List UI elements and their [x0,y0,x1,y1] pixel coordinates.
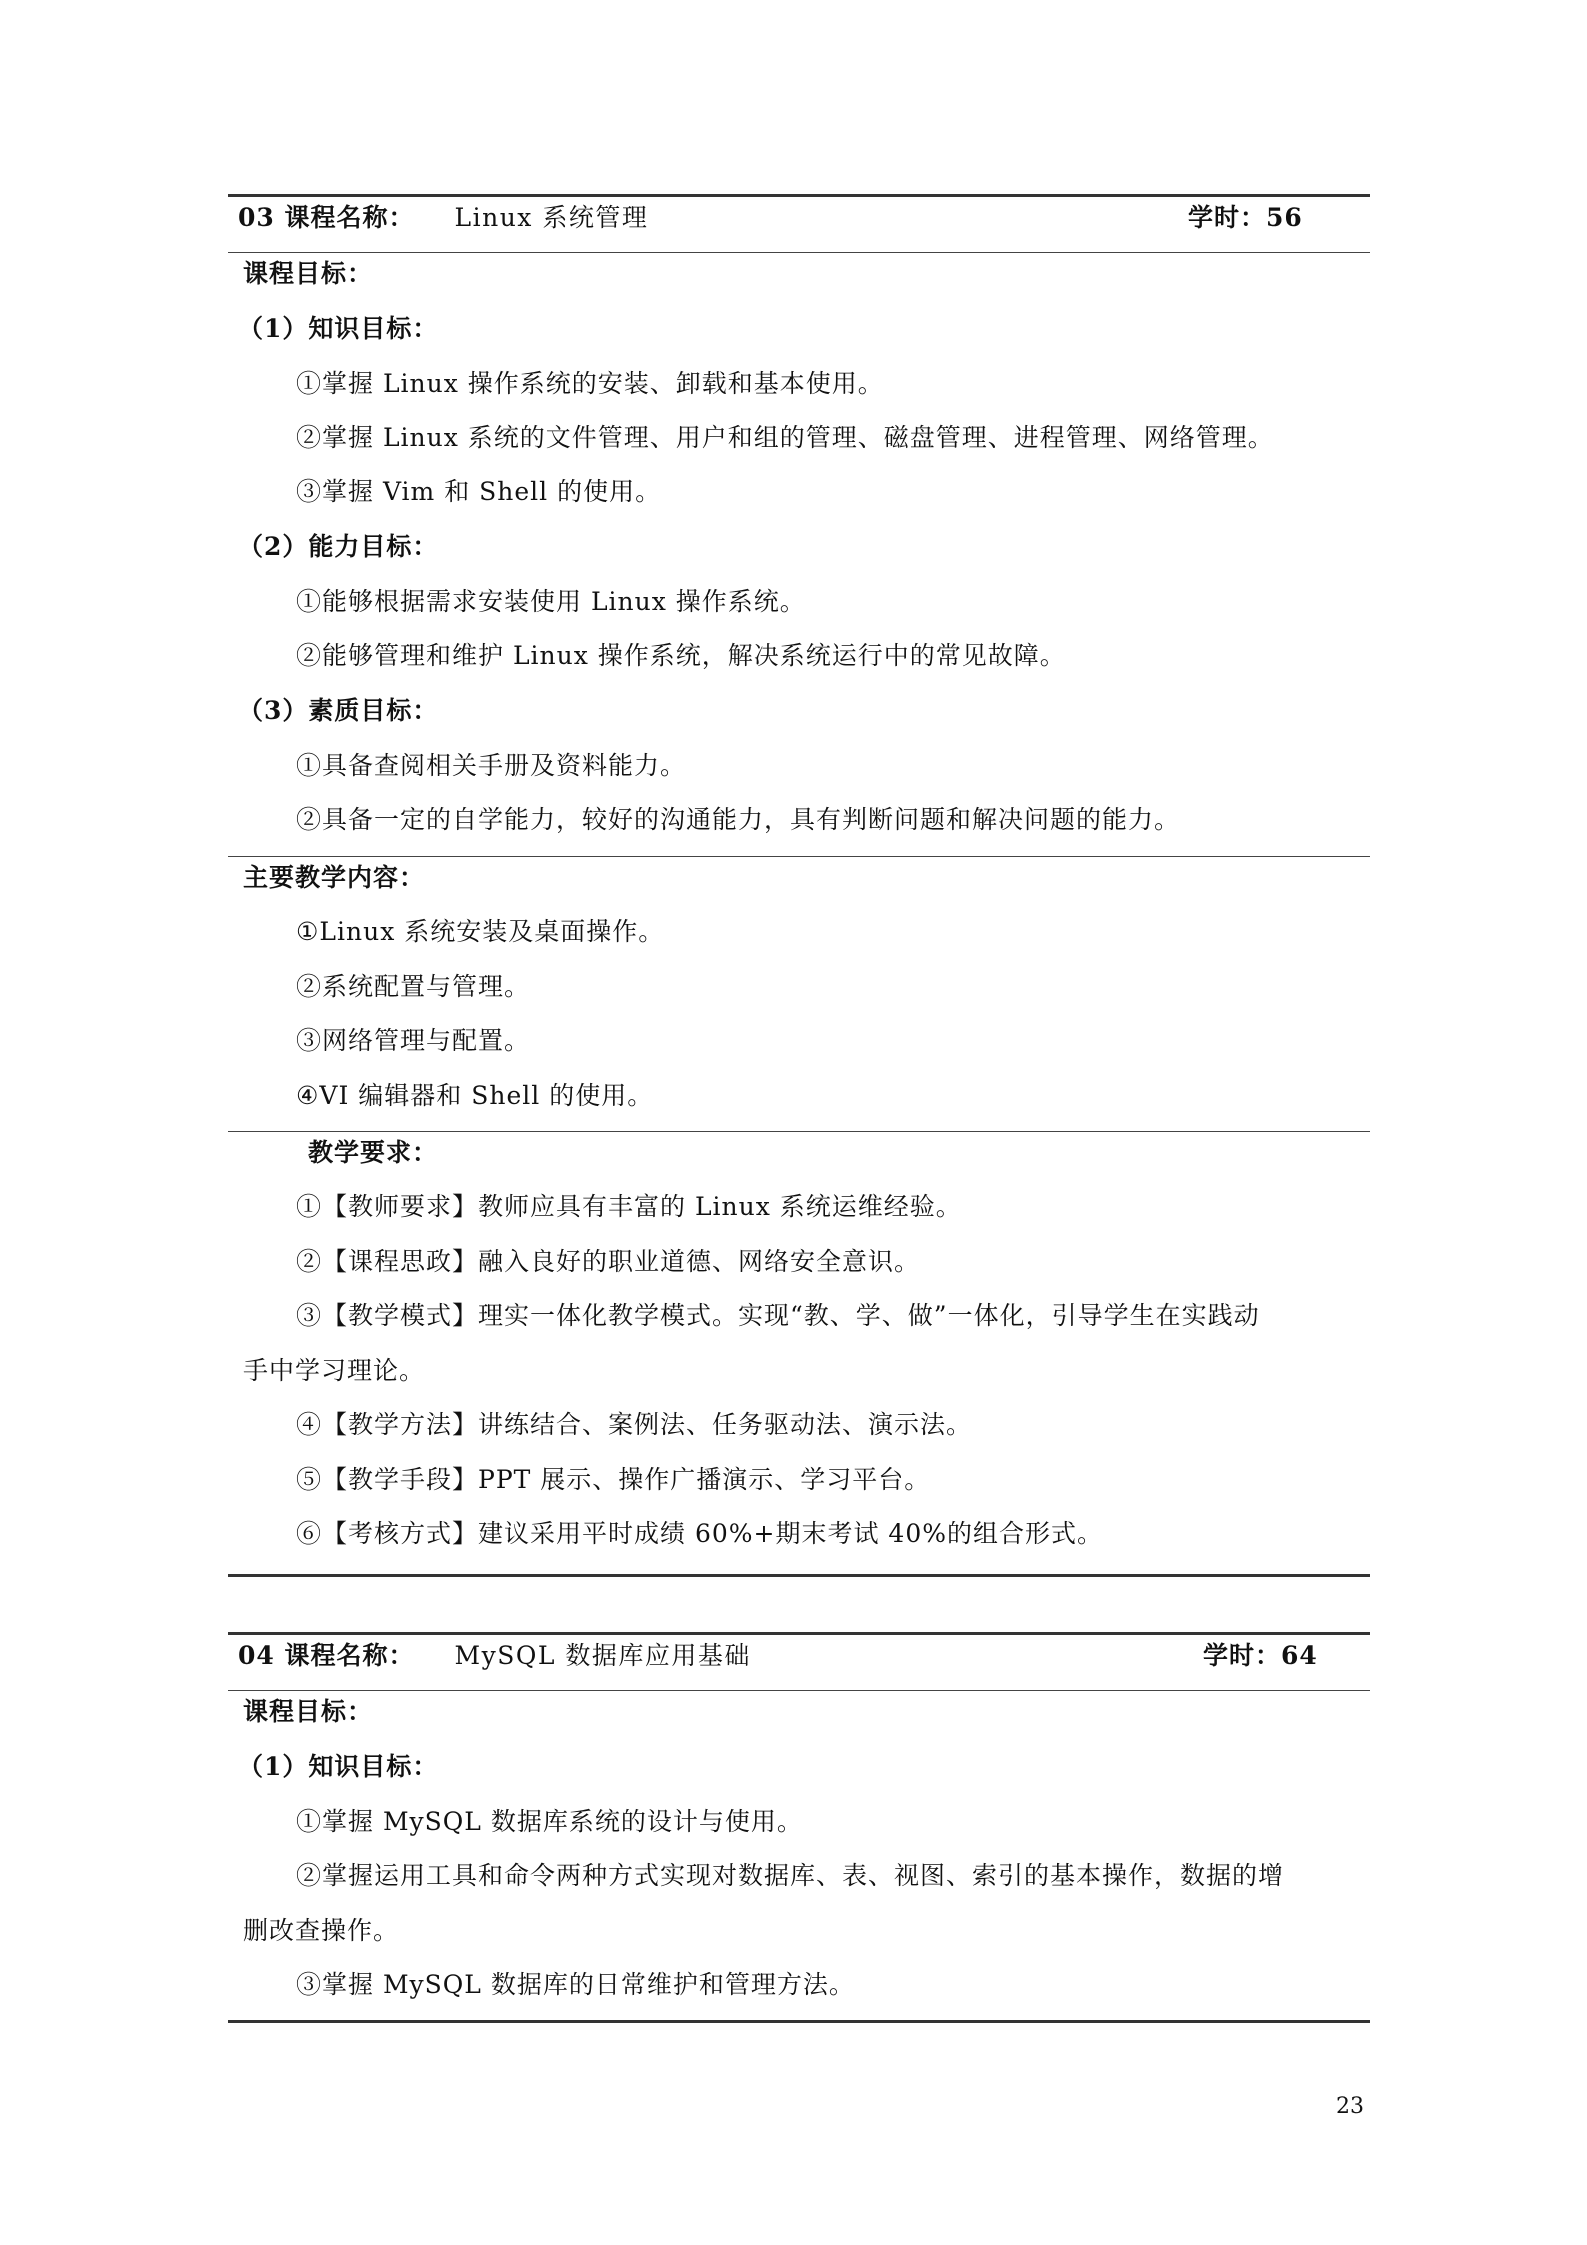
list-item: ②能够管理和维护 Linux 操作系统，解决系统运行中的常见故障。 [296,641,1066,670]
ability-heading: （2）能力目标： [238,532,439,561]
list-item: ①掌握 MySQL 数据库系统的设计与使用。 [296,1807,803,1836]
course-number-label: 04 课程名称： [238,1641,415,1670]
top-rule [228,1632,1370,1635]
course-title-row [238,198,648,238]
list-item-continuation: 删改查操作。 [243,1916,400,1945]
course-hours: 学时：56 [1188,203,1303,232]
list-item: ②具备一定的自学能力，较好的沟通能力，具有判断问题和解决问题的能力。 [296,805,1181,834]
list-item: ③【教学模式】理实一体化教学模式。实现“教、学、做”一体化，引导学生在实践动 [296,1301,1260,1330]
list-item: ②【课程思政】融入良好的职业道德、网络安全意识。 [296,1247,921,1276]
list-item: ①能够根据需求安装使用 Linux 操作系统。 [296,587,806,616]
list-item: ②掌握运用工具和命令两种方式实现对数据库、表、视图、索引的基本操作，数据的增 [296,1861,1285,1890]
course-number-label: 03 课程名称： [238,203,415,232]
list-item-continuation: 手中学习理论。 [243,1356,426,1385]
list-item: ⑥【考核方式】建议采用平时成绩 60%+期末考试 40%的组合形式。 [296,1519,1103,1548]
list-item: ①掌握 Linux 操作系统的安装、卸载和基本使用。 [296,369,884,398]
divider [228,856,1370,857]
list-item: ②掌握 Linux 系统的文件管理、用户和组的管理、磁盘管理、进程管理、网络管理。 [296,423,1274,452]
list-item: ③网络管理与配置。 [296,1026,531,1055]
bottom-rule [228,2020,1370,2023]
list-item: ⑤【教学手段】PPT 展示、操作广播演示、学习平台。 [296,1465,931,1494]
content-heading: 主要教学内容： [243,863,426,892]
course-name: MySQL 数据库应用基础 [454,1641,751,1670]
bottom-rule [228,1574,1370,1577]
list-item: ③掌握 MySQL 数据库的日常维护和管理方法。 [296,1970,855,1999]
list-item: ②系统配置与管理。 [296,972,531,1001]
list-item: ①Linux 系统安装及桌面操作。 [296,917,665,946]
knowledge-heading: （1）知识目标： [238,1752,439,1781]
course-04-section [228,1632,1370,2032]
objectives-heading: 课程目标： [243,259,374,288]
page-number: 23 [1336,2094,1364,2119]
quality-heading: （3）素质目标： [238,696,439,725]
list-item: ③掌握 Vim 和 Shell 的使用。 [296,477,662,506]
divider [228,1690,1370,1691]
course-03-section [228,194,1370,1584]
list-item: ④VI 编辑器和 Shell 的使用。 [296,1081,654,1110]
course-name: Linux 系统管理 [454,203,649,232]
list-item: ①具备查阅相关手册及资料能力。 [296,751,687,780]
objectives-heading: 课程目标： [243,1697,374,1726]
requirements-heading: 教学要求： [308,1138,439,1167]
list-item: ①【教师要求】教师应具有丰富的 Linux 系统运维经验。 [296,1192,962,1221]
divider [228,252,1370,253]
course-hours: 学时：64 [1203,1641,1318,1670]
course-title-row [238,1636,751,1676]
top-rule [228,194,1370,197]
knowledge-heading: （1）知识目标： [238,314,439,343]
list-item: ④【教学方法】讲练结合、案例法、任务驱动法、演示法。 [296,1410,973,1439]
divider [228,1131,1370,1132]
